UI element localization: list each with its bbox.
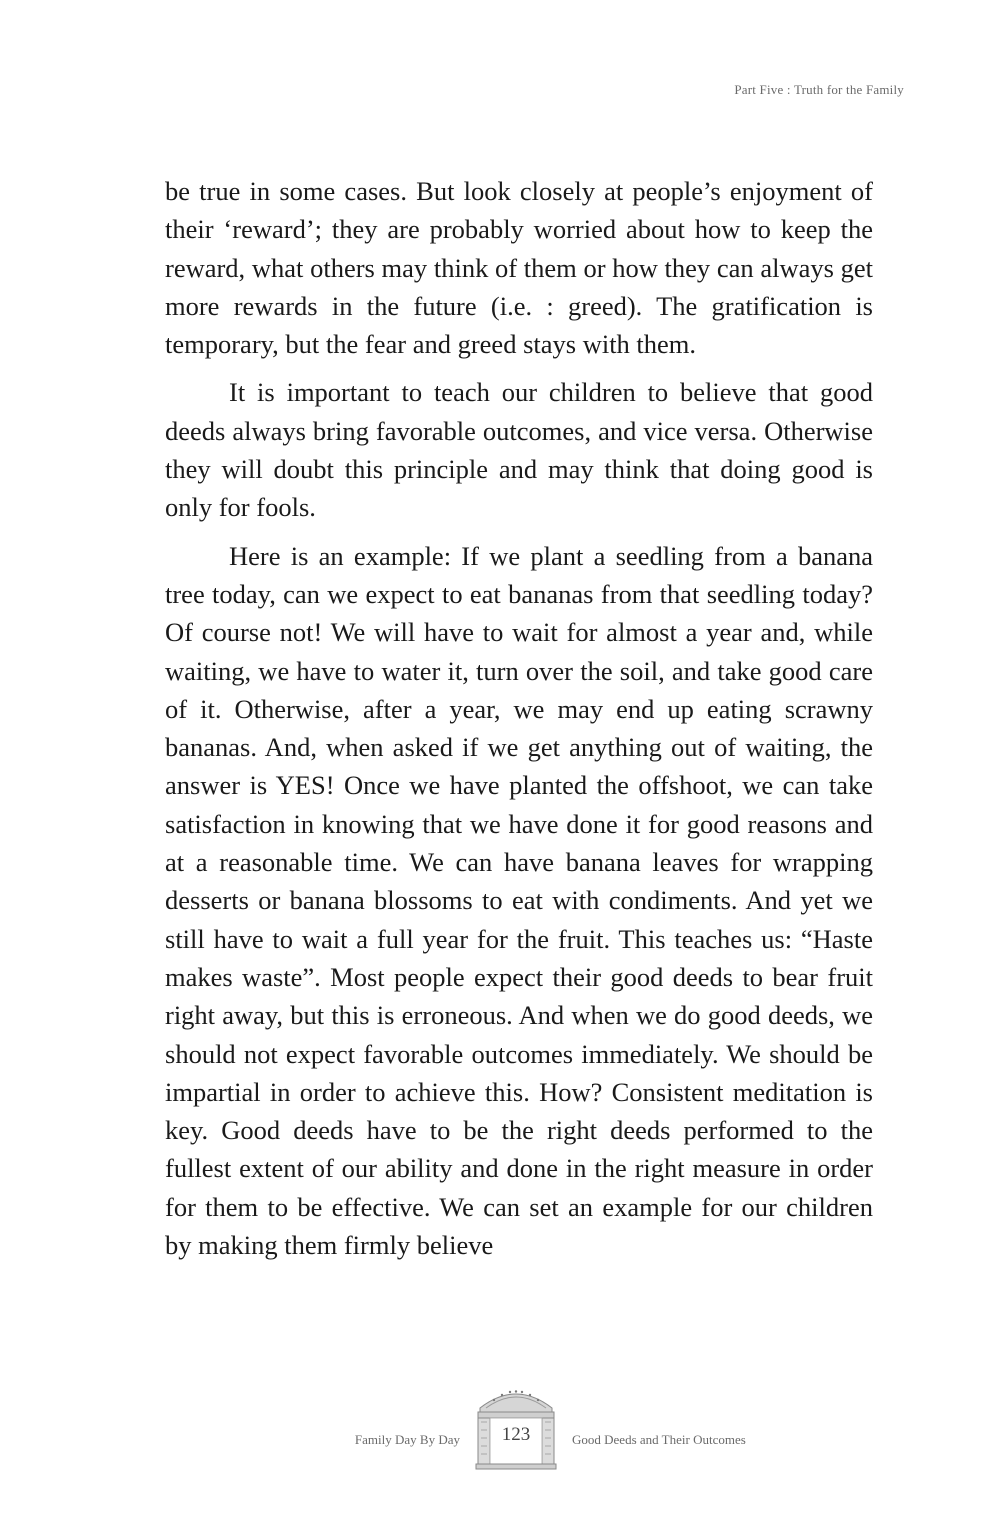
page-number: 123 (501, 1424, 531, 1445)
page-footer (0, 1382, 1000, 1472)
footer-book-title: Family Day By Day (354, 1432, 460, 1447)
footer-chapter-title: Good Deeds and Their Outcomes (572, 1432, 746, 1447)
body-text (165, 172, 873, 1274)
paragraph-3: Here is an example: If we plant a seedling from a banana tree today, can we expect to eat bananas from that seedling today? Of course not! We will have to wait for almost a year and, while waiting, we have to water it, turn over the soil, and take good care of it. Otherwise, after a year, we may end up eating scrawny bananas. And, when asked if we get anything out of waiting, the answer is YES! Once we have planted the offshoot, we can take satisfaction in knowing that we have done it for good reasons and at a reasonable time. We can have banana leaves for wrapping desserts or banana blossoms to eat with condiments. And yet we still have to wait a full year for the fruit. This teaches us: “Haste makes waste”. Most people expect their good deeds to bear fruit right away, but this is erroneous. And when we do good deeds, we should not expect favorable outcomes immediately. We should be impartial in order to achieve this. How? Consistent meditation is key. Good deeds have to be the right deeds performed to the fullest extent of our ability and done in the right measure in order for them to be effective. We can set an example for our children by making them firmly believe (165, 540, 873, 1261)
paragraph-2: It is important to teach our children to believe that good deeds always bring favorable outcomes, and vice versa. Otherwise they will doubt this principle and may think that doing good is only for fools. (165, 377, 873, 523)
paragraph-1: be true in some cases. But look closely at people’s enjoyment of their ‘reward’; they are probably worried about how to keep the reward, what others may think of them or how they can always get more rewards in the future (i.e. : greed). The gratification is temporary, but the fear and greed stays with them. (165, 176, 873, 360)
running-head: Part Five : Truth for the Family (734, 82, 904, 97)
